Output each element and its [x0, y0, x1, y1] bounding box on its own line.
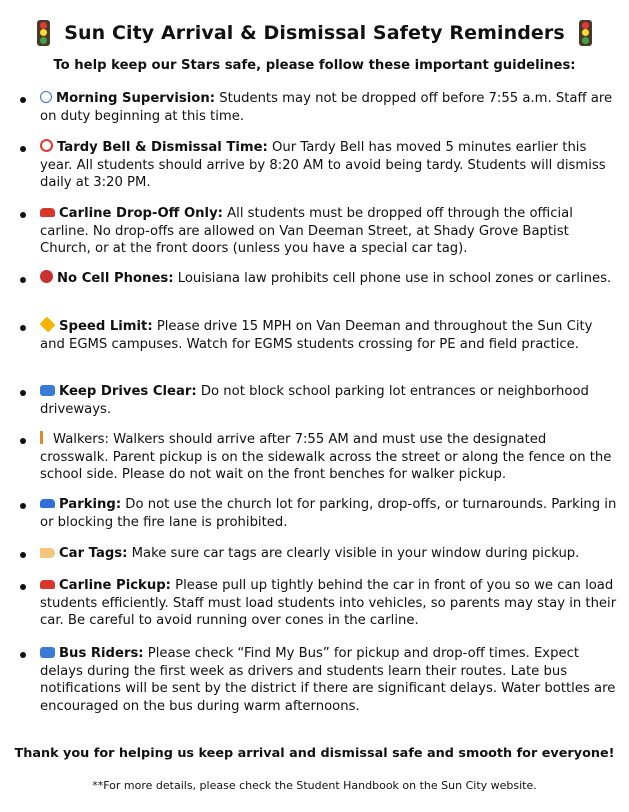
- bus-icon: [40, 647, 55, 658]
- list-item-parking: [40, 496, 618, 531]
- list-item-no-cell-phones: [40, 270, 618, 288]
- item-text: Do not use the church lot for parking, drop-offs, or turnarounds. Parking in or blocking the fire lane is prohibited.: [40, 497, 617, 530]
- item-text: Please pull up tightly behind the car in front of you so we can load students efficiently. Staff must load students into vehicles, so parents may stay in their car. Be careful to avoid running over cones in the carline.: [40, 578, 617, 628]
- item-heading: No Cell Phones:: [57, 271, 174, 286]
- item-text: Walkers: Walkers should arrive after 7:55 AM and must use the designated crosswalk. Parent pickup is on the sidewalk across the street or along the fence on the school side. Please do not wait on the front benches for walker pickup.: [40, 432, 612, 482]
- item-text: Our Tardy Bell has moved 5 minutes earlier this year. All students should arrive by 8:20 AM to avoid being tardy. Students will dismiss daily at 3:20 PM.: [40, 140, 606, 190]
- item-text: Please check “Find My Bus” for pickup and drop-off times. Expect delays during the first week as drivers and students learn their routes. Late bus notifications will be sent by the district if there are significant delays. Water bottles are encouraged on the bus during warm afternoons.: [40, 646, 616, 714]
- subtitle: To help keep our Stars safe, please follow these important guidelines:: [53, 58, 576, 73]
- no-phone-icon: [40, 270, 53, 283]
- item-text: Do not block school parking lot entrances or neighborhood driveways.: [40, 384, 589, 417]
- clock-icon: [40, 91, 52, 103]
- bus-icon: [40, 385, 55, 396]
- closing-message: Thank you for helping us keep arrival and dismissal safe and smooth for everyone!: [14, 746, 615, 761]
- list-item-car-tags: [40, 545, 618, 563]
- item-heading: Speed Limit:: [59, 319, 153, 334]
- alarm-clock-icon: [40, 139, 53, 152]
- traffic-light-icon: [37, 20, 50, 46]
- children-crossing-icon: [40, 317, 56, 333]
- title-row: [0, 20, 629, 46]
- item-heading: Bus Riders:: [59, 646, 144, 661]
- list-item-bus-riders: [40, 645, 618, 715]
- item-heading: Carline Pickup:: [59, 578, 171, 593]
- item-heading: Car Tags:: [59, 546, 128, 561]
- traffic-light-icon: [579, 20, 592, 46]
- list-item-keep-drives-clear: [40, 383, 618, 418]
- car-icon: [40, 208, 55, 217]
- item-heading: Carline Drop-Off Only:: [59, 206, 223, 221]
- blue-car-icon: [40, 499, 55, 508]
- item-text: All students must be dropped off through the official carline. No drop-offs are allowed on Van Deeman Street, at Shady Grove Baptist Church, or at the front doors (unless you have a special car tag).: [40, 206, 573, 256]
- list-item-walkers: [40, 431, 618, 484]
- item-heading: Morning Supervision:: [56, 91, 215, 106]
- list-item-carline-pickup: [40, 577, 618, 630]
- item-heading: Keep Drives Clear:: [59, 384, 197, 399]
- item-heading: Tardy Bell & Dismissal Time:: [57, 140, 268, 155]
- list-item-carline-dropoff: [40, 205, 618, 258]
- item-text: Students may not be dropped off before 7:55 a.m. Staff are on duty beginning at this time.: [40, 91, 613, 124]
- car-icon: [40, 580, 55, 589]
- item-text: Louisiana law prohibits cell phone use in school zones or carlines.: [173, 271, 612, 286]
- item-text: Make sure car tags are clearly visible in your window during pickup.: [127, 546, 580, 561]
- list-item-morning-supervision: [40, 90, 618, 125]
- tag-icon: [40, 548, 55, 558]
- page-title: Sun City Arrival & Dismissal Safety Reminders: [64, 22, 565, 44]
- walker-icon: [40, 431, 49, 444]
- list-item-speed-limit: [40, 318, 618, 353]
- item-heading: Parking:: [59, 497, 122, 512]
- item-text: Please drive 15 MPH on Van Deeman and throughout the Sun City and EGMS campuses. Watch for EGMS students crossing for PE and field practice.: [40, 319, 593, 352]
- footnote: **For more details, please check the Student Handbook on the Sun City website.: [92, 779, 537, 792]
- list-item-tardy-bell: [40, 139, 618, 192]
